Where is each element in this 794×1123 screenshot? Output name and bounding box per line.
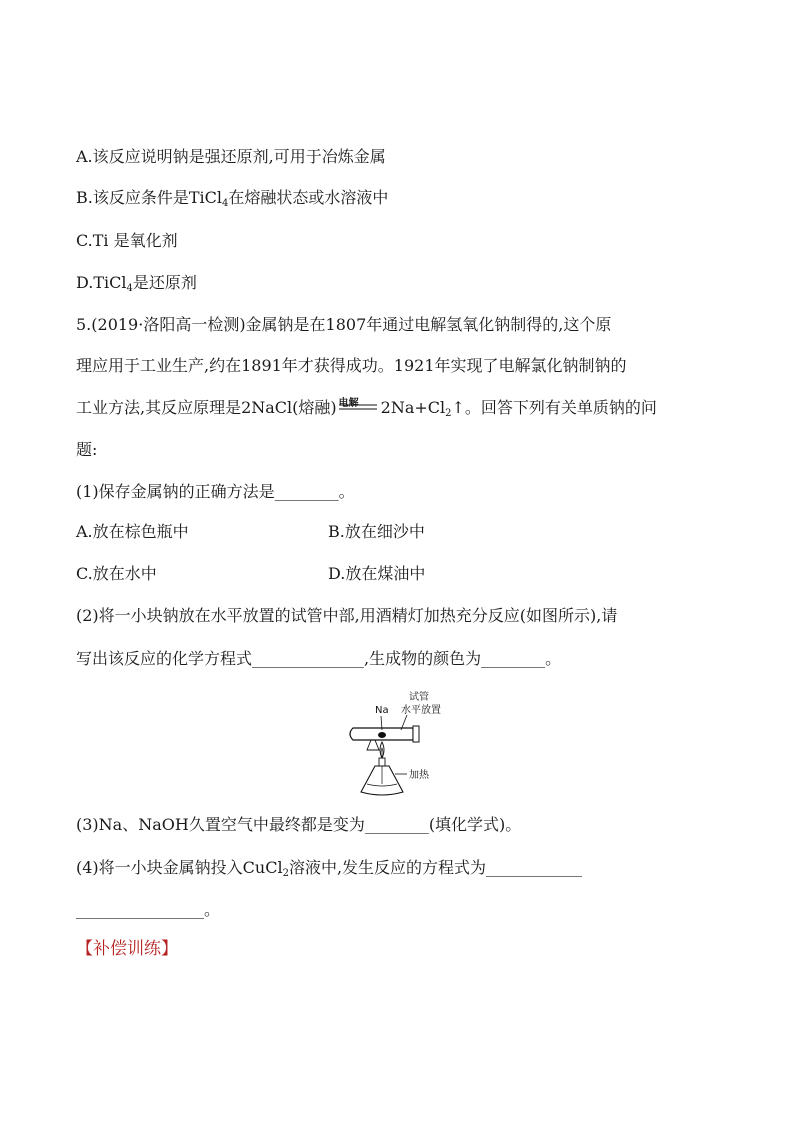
question5-part3: (3)Na、NaOH久置空气中最终都是变为________(填化学式)。 xyxy=(76,815,522,834)
option-c xyxy=(76,231,178,251)
question5-part2-line1: (2)将一小块钠放在水平放置的试管中部,用酒精灯加热充分反应(如图所示),请 xyxy=(76,606,618,625)
part1-option-d: D.放在煤油中 xyxy=(328,564,426,583)
figure-label-heat: 加热 xyxy=(409,770,429,781)
reaction-suffix: ↑。回答下列有关单质钠的问 xyxy=(451,398,657,417)
figure-label-na: Na xyxy=(375,705,389,716)
part1-option-b: B.放在细沙中 xyxy=(328,522,425,541)
heating-apparatus-figure xyxy=(345,688,455,814)
option-a-text: A.该反应说明钠是强还原剂,可用于冶炼金属 xyxy=(76,147,386,166)
question5-intro-line2: 理应用于工业生产,约在1891年才获得成功。1921年实现了电解氯化钠制钠的 xyxy=(76,356,627,375)
question5-part2-line2: 写出该反应的化学方程式______________,生成物的颜色为________。 xyxy=(76,649,562,668)
option-b xyxy=(76,188,388,208)
part4-suffix: 溶液中,发生反应的方程式为____________ xyxy=(288,858,583,877)
question5-intro-line4: 题: xyxy=(76,440,98,459)
figure-label-tube: 试管 xyxy=(409,692,429,703)
option-d-suffix: 是还原剂 xyxy=(132,273,197,292)
question5-part4-continuation: ________________。 xyxy=(76,900,221,919)
flame-icon xyxy=(380,742,384,758)
option-a xyxy=(76,147,386,167)
tube-stopper-icon xyxy=(413,726,419,742)
question5-intro-line3 xyxy=(76,398,657,418)
reaction-left: 工业方法,其反应原理是2NaCl(熔融) xyxy=(76,398,337,417)
question5-part4 xyxy=(76,858,582,878)
reaction-subscript: 2 xyxy=(445,408,452,419)
reaction-right: 2Na+Cl xyxy=(380,398,446,417)
lamp-wick-holder-icon xyxy=(379,758,385,766)
part1-options-row2 xyxy=(76,564,676,584)
option-d-text: D.TiCl xyxy=(76,273,127,292)
option-c-text: C.Ti 是氧化剂 xyxy=(76,231,178,250)
supplement-training-heading: 【补偿训练】 xyxy=(76,939,178,959)
option-b-subscript: 4 xyxy=(222,198,229,209)
part1-option-c: C.放在水中 xyxy=(76,564,157,583)
reaction-condition-label: 电解 xyxy=(338,398,359,409)
reaction-condition-arrow xyxy=(337,398,381,418)
inner-flame-icon xyxy=(381,748,383,757)
part4-subscript: 2 xyxy=(282,868,289,879)
sodium-piece-icon xyxy=(378,732,386,738)
lamp-liquid-line xyxy=(367,784,397,786)
part1-option-a: A.放在棕色瓶中 xyxy=(76,522,189,541)
option-d xyxy=(76,273,197,293)
part4-text: (4)将一小块金属钠投入CuCl xyxy=(76,858,283,877)
clamp-icon xyxy=(367,740,379,750)
question5-part1: (1)保存金属钠的正确方法是________。 xyxy=(76,482,355,501)
part1-options-row1 xyxy=(76,522,676,542)
option-d-subscript: 4 xyxy=(126,283,133,294)
question5-intro-line1: 5.(2019·洛阳高一检测)金属钠是在1807年通过电解氢氧化钠制得的,这个原 xyxy=(76,315,612,334)
double-line-equals-icon xyxy=(339,403,377,411)
figure-label-horizontal: 水平放置 xyxy=(401,705,441,716)
option-b-text: B.该反应条件是TiCl xyxy=(76,188,222,207)
option-b-suffix: 在熔融状态或水溶液中 xyxy=(228,188,389,207)
